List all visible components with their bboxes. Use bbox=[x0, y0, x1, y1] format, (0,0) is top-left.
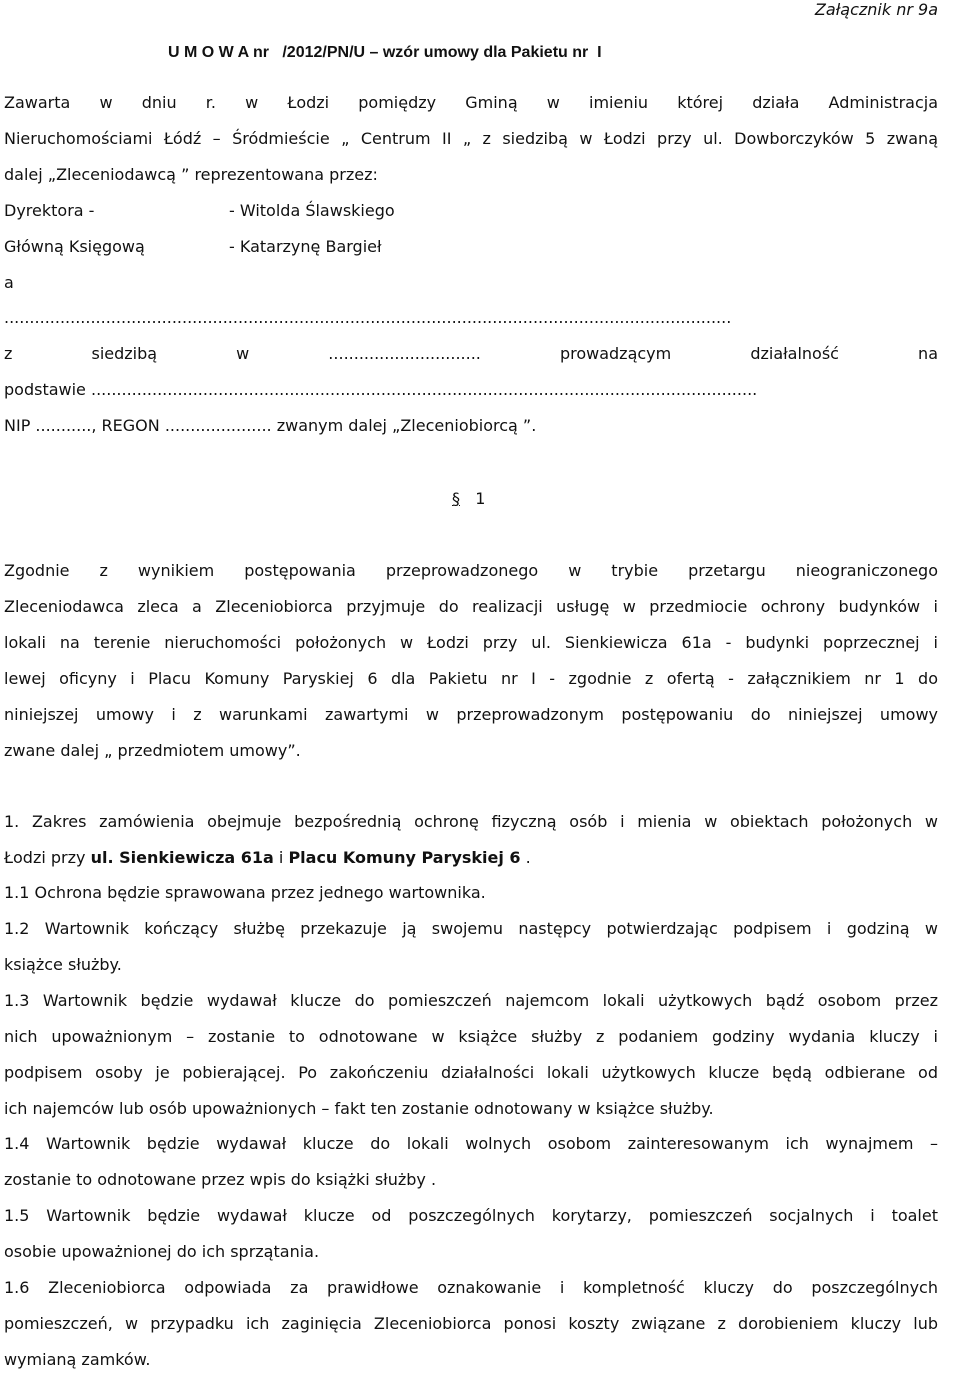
item-1-2-line-2: książce służby. bbox=[4, 955, 122, 974]
signatory-accountant bbox=[4, 237, 604, 259]
attachment-label: Załącznik nr 9a bbox=[814, 0, 938, 19]
section-symbol: § bbox=[452, 489, 460, 508]
signatory-name: - Witolda Ślawskiego bbox=[229, 201, 395, 220]
item-1-3-line-2: nich upoważnionym – zostanie to odnotowane w książce służby z podaniem godziny wydania kluczy i bbox=[4, 1027, 938, 1046]
signatory-role: Główną Księgową bbox=[4, 237, 145, 256]
contractor-dots-line: ............................................................................................................................................... bbox=[4, 308, 732, 327]
and-word: a bbox=[4, 273, 14, 292]
intro-line-2: Nieruchomościami Łódź – Śródmieście „ Centrum II „ z siedzibą w Łodzi przy ul. Dowborczyków 5 zwaną bbox=[4, 129, 938, 148]
nip-regon-line: NIP ..........., REGON ..................... zwanym dalej „Zleceniobiorcą ”. bbox=[4, 416, 537, 435]
item-1-address: ul. Sienkiewicza 61a bbox=[90, 848, 274, 867]
item-1-4-line-2: zostanie to odnotowane przez wpis do książki służby . bbox=[4, 1170, 437, 1189]
document-title: U M O W A nr /2012/PN/U – wzór umowy dla Pakietu nr I bbox=[168, 44, 602, 61]
signatory-director bbox=[4, 201, 604, 223]
section-para-line-6: zwane dalej „ przedmiotem umowy”. bbox=[4, 741, 301, 760]
signatory-name: - Katarzynę Bargieł bbox=[229, 237, 382, 256]
seat-line: z siedzibą w .............................. prowadzącym działalność na bbox=[4, 344, 938, 363]
item-1-6-line-2: pomieszczeń, w przypadku ich zaginięcia Zleceniobiorca ponosi koszty związane z dorobieniem kluczy lub bbox=[4, 1314, 938, 1333]
item-1-text: . bbox=[520, 848, 531, 867]
section-heading bbox=[452, 489, 485, 508]
item-1-3-line-1: 1.3 Wartownik będzie wydawał klucze do pomieszczeń najemcom lokali użytkowych bądź osobom przez bbox=[4, 991, 938, 1010]
section-para-line-1: Zgodnie z wynikiem postępowania przeprowadzonego w trybie przetargu nieograniczonego bbox=[4, 561, 938, 580]
item-1-line-1: 1. Zakres zamówienia obejmuje bezpośrednią ochronę fizyczną osób i mienia w obiektach położonych w bbox=[4, 812, 938, 831]
item-1-5-line-1: 1.5 Wartownik będzie wydawał klucze od poszczególnych korytarzy, pomieszczeń socjalnych i toalet bbox=[4, 1206, 938, 1225]
item-1-text: Łodzi przy bbox=[4, 848, 91, 867]
item-1-4-line-1: 1.4 Wartownik będzie wydawał klucze do lokali wolnych osobom zainteresowanym ich wynajmem – bbox=[4, 1134, 938, 1153]
item-1-address: Placu Komuny Paryskiej 6 bbox=[288, 848, 521, 867]
item-1-6-line-1: 1.6 Zleceniobiorca odpowiada za prawidłowe oznakowanie i kompletność kluczy do poszczególnych bbox=[4, 1278, 938, 1297]
item-1-5-line-2: osobie upoważnionej do ich sprzątania. bbox=[4, 1242, 320, 1261]
section-para-line-4: lewej oficyny i Placu Komuny Paryskiej 6 dla Pakietu nr I - zgodnie z ofertą - załącznikiem nr 1 do bbox=[4, 669, 938, 688]
signatory-role: Dyrektora - bbox=[4, 201, 95, 220]
item-1-line-2 bbox=[4, 848, 531, 868]
item-1-3-line-4: ich najemców lub osób upoważnionych – fakt ten zostanie odnotowany w książce służby. bbox=[4, 1099, 714, 1118]
section-para-line-5: niniejszej umowy i z warunkami zawartymi w przeprowadzonym postępowaniu do niniejszej umowy bbox=[4, 705, 938, 724]
item-1-1: 1.1 Ochrona będzie sprawowana przez jednego wartownika. bbox=[4, 883, 486, 902]
section-para-line-2: Zleceniodawca zleca a Zleceniobiorca przyjmuje do realizacji usługę w przedmiocie ochrony budynków i bbox=[4, 597, 938, 616]
item-1-6-line-3: wymianą zamków. bbox=[4, 1350, 151, 1369]
intro-line-3: dalej „Zleceniodawcą ” reprezentowana przez: bbox=[4, 165, 378, 184]
item-1-3-line-3: podpisem osoby je pobierającej. Po zakończeniu działalności lokali użytkowych klucze będą odbierane od bbox=[4, 1063, 938, 1082]
section-number: 1 bbox=[475, 489, 486, 508]
item-1-text: i bbox=[273, 848, 289, 867]
item-1-2-line-1: 1.2 Wartownik kończący służbę przekazuje ją swojemu następcy potwierdzając podpisem i godziną w bbox=[4, 919, 938, 938]
basis-line: podstawie ................................................................................................................................... bbox=[4, 380, 758, 399]
intro-line-1: Zawarta w dniu r. w Łodzi pomiędzy Gminą w imieniu której działa Administracja bbox=[4, 93, 938, 112]
section-para-line-3: lokali na terenie nieruchomości położonych w Łodzi przy ul. Sienkiewicza 61a - budynki poprzecznej i bbox=[4, 633, 938, 652]
